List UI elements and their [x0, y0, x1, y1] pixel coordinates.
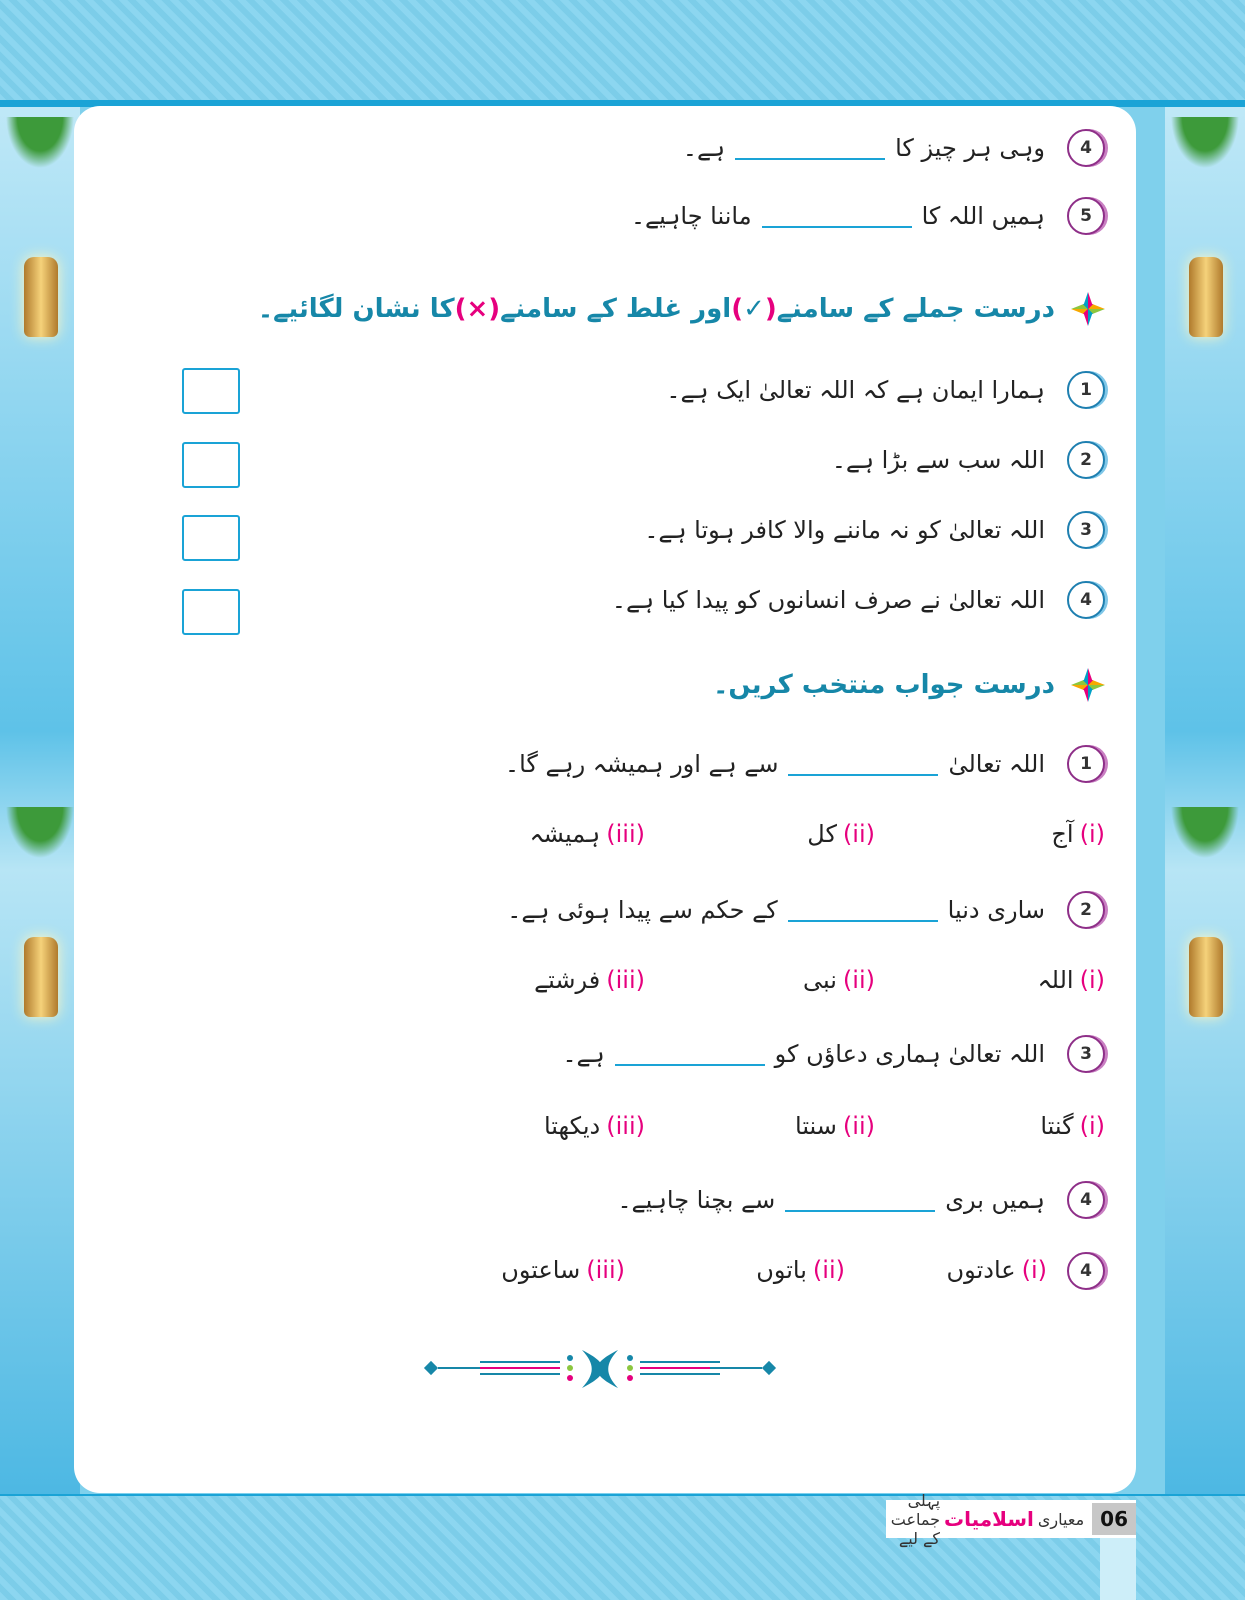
ornamental-divider — [420, 1344, 780, 1394]
item-number-badge: 5 — [1067, 197, 1105, 235]
answer-blank[interactable] — [785, 1188, 935, 1212]
footer-prefix: معیاری — [1037, 1509, 1085, 1529]
answer-checkbox[interactable] — [182, 368, 240, 414]
item-number-badge: 1 — [1067, 745, 1105, 783]
answer-blank[interactable] — [615, 1042, 765, 1066]
flower-star-icon — [1071, 292, 1105, 326]
lantern-icon — [24, 257, 58, 337]
top-decorative-band — [0, 0, 1245, 102]
answer-checkbox[interactable] — [182, 589, 240, 635]
mcq-options — [485, 1104, 1105, 1150]
option-i[interactable]: (i)عادتوں — [946, 1256, 1047, 1284]
left-decorative-panel — [0, 107, 80, 1494]
footer-strip — [1100, 1538, 1136, 1600]
question-text-after: سے بچنا چاہیے۔ — [617, 1186, 776, 1214]
divider-diamond-right — [762, 1361, 776, 1375]
answer-checkbox[interactable] — [182, 515, 240, 561]
answer-blank[interactable] — [735, 136, 885, 160]
question-text-before: ہمیں بری — [945, 1186, 1045, 1214]
option-iii[interactable]: (iii)فرشتے — [534, 966, 645, 994]
lantern-icon — [1189, 257, 1223, 337]
statement-text: ہمارا ایمان ہے کہ اللہ تعالیٰ ایک ہے۔ — [666, 376, 1045, 404]
option-ii[interactable]: (ii)سنتا — [795, 1112, 875, 1140]
statement-text: اللہ تعالیٰ نے صرف انسانوں کو پیدا کیا ہے۔ — [611, 586, 1045, 614]
item-number-badge: 4 — [1067, 129, 1105, 167]
divider-diamond-left — [424, 1361, 438, 1375]
lantern-icon — [1189, 937, 1223, 1017]
footer-suffix: پہلی جماعت کے لیے — [890, 1490, 941, 1548]
question-text-before: ساری دنیا — [947, 896, 1045, 924]
item-text-after: ماننا چاہیے۔ — [630, 202, 752, 230]
item-number-badge: 3 — [1067, 1035, 1105, 1073]
heading-part1: درست جملے کے سامنے — [776, 294, 1055, 324]
footer-brand: اسلامیات — [944, 1507, 1034, 1531]
answer-blank[interactable] — [788, 898, 938, 922]
palm-leaf-icon — [1165, 807, 1245, 867]
mcq-options — [485, 812, 1105, 858]
answer-blank[interactable] — [788, 752, 938, 776]
true-false-item — [612, 576, 1105, 624]
statement-text: اللہ سب سے بڑا ہے۔ — [831, 446, 1045, 474]
item-number-badge: 1 — [1067, 371, 1105, 409]
option-iii[interactable]: (iii)دیکھتا — [543, 1112, 645, 1140]
item-text-before: وہی ہر چیز کا — [895, 134, 1045, 162]
cross-mark-label: (×) — [454, 294, 501, 324]
question-text-after: سے ہے اور ہمیشہ رہے گا۔ — [505, 750, 779, 778]
true-false-item — [644, 506, 1105, 554]
true-false-item — [832, 436, 1105, 484]
mcq-heading-text: درست جواب منتخب کریں۔ — [713, 670, 1055, 700]
mcq-heading — [713, 668, 1105, 702]
question-text-before: اللہ تعالیٰ — [948, 750, 1045, 778]
option-i[interactable]: (i)آج — [1051, 820, 1105, 848]
palm-leaf-icon — [1165, 117, 1245, 177]
answer-blank[interactable] — [762, 204, 912, 228]
item-number-badge: 4 — [1067, 1181, 1105, 1219]
option-i[interactable]: (i)اللہ — [1037, 966, 1105, 994]
mcq-options — [485, 958, 1105, 1004]
page-footer — [886, 1490, 1136, 1548]
right-decorative-panel — [1165, 107, 1245, 1494]
answer-checkbox[interactable] — [182, 442, 240, 488]
option-iii[interactable]: (iii)ہمیشہ — [529, 820, 645, 848]
mcq-question — [617, 1176, 1105, 1224]
fill-blank-item — [631, 192, 1105, 240]
item-number-badge: 4 — [1067, 1252, 1105, 1290]
palm-leaf-icon — [0, 807, 80, 867]
true-false-heading — [258, 292, 1105, 326]
question-text-before: اللہ تعالیٰ ہماری دعاؤں کو — [774, 1040, 1045, 1068]
mcq-question — [507, 886, 1105, 934]
question-text-after: کے حکم سے پیدا ہوئی ہے۔ — [507, 896, 778, 924]
palm-leaf-icon — [0, 117, 80, 177]
flower-star-icon — [1071, 668, 1105, 702]
lantern-icon — [24, 937, 58, 1017]
option-ii[interactable]: (ii)کل — [807, 820, 875, 848]
heading-part2: اور غلط کے سامنے — [500, 294, 732, 324]
tick-mark-label: (✓) — [731, 294, 777, 324]
item-text-after: ہے۔ — [682, 134, 726, 162]
option-i[interactable]: (i)گنتا — [1040, 1112, 1105, 1140]
item-text-before: ہمیں اللہ کا — [921, 202, 1045, 230]
option-ii[interactable]: (ii)باتوں — [756, 1256, 845, 1284]
item-number-badge: 2 — [1067, 891, 1105, 929]
mcq-options — [465, 1248, 1105, 1294]
fill-blank-item — [683, 124, 1105, 172]
question-text-after: ہے۔ — [562, 1040, 605, 1068]
item-number-badge: 2 — [1067, 441, 1105, 479]
option-iii[interactable]: (iii)ساعتوں — [501, 1256, 625, 1284]
item-number-badge: 4 — [1067, 581, 1105, 619]
heading-part3: کا نشان لگائیے۔ — [257, 294, 455, 324]
mcq-question — [562, 1030, 1105, 1078]
item-number-badge: 3 — [1067, 511, 1105, 549]
page-number: 06 — [1092, 1503, 1136, 1535]
option-ii[interactable]: (ii)نبی — [802, 966, 875, 994]
statement-text: اللہ تعالیٰ کو نہ ماننے والا کافر ہوتا ہے۔ — [644, 516, 1045, 544]
mcq-question — [505, 740, 1105, 788]
true-false-item — [666, 366, 1105, 414]
